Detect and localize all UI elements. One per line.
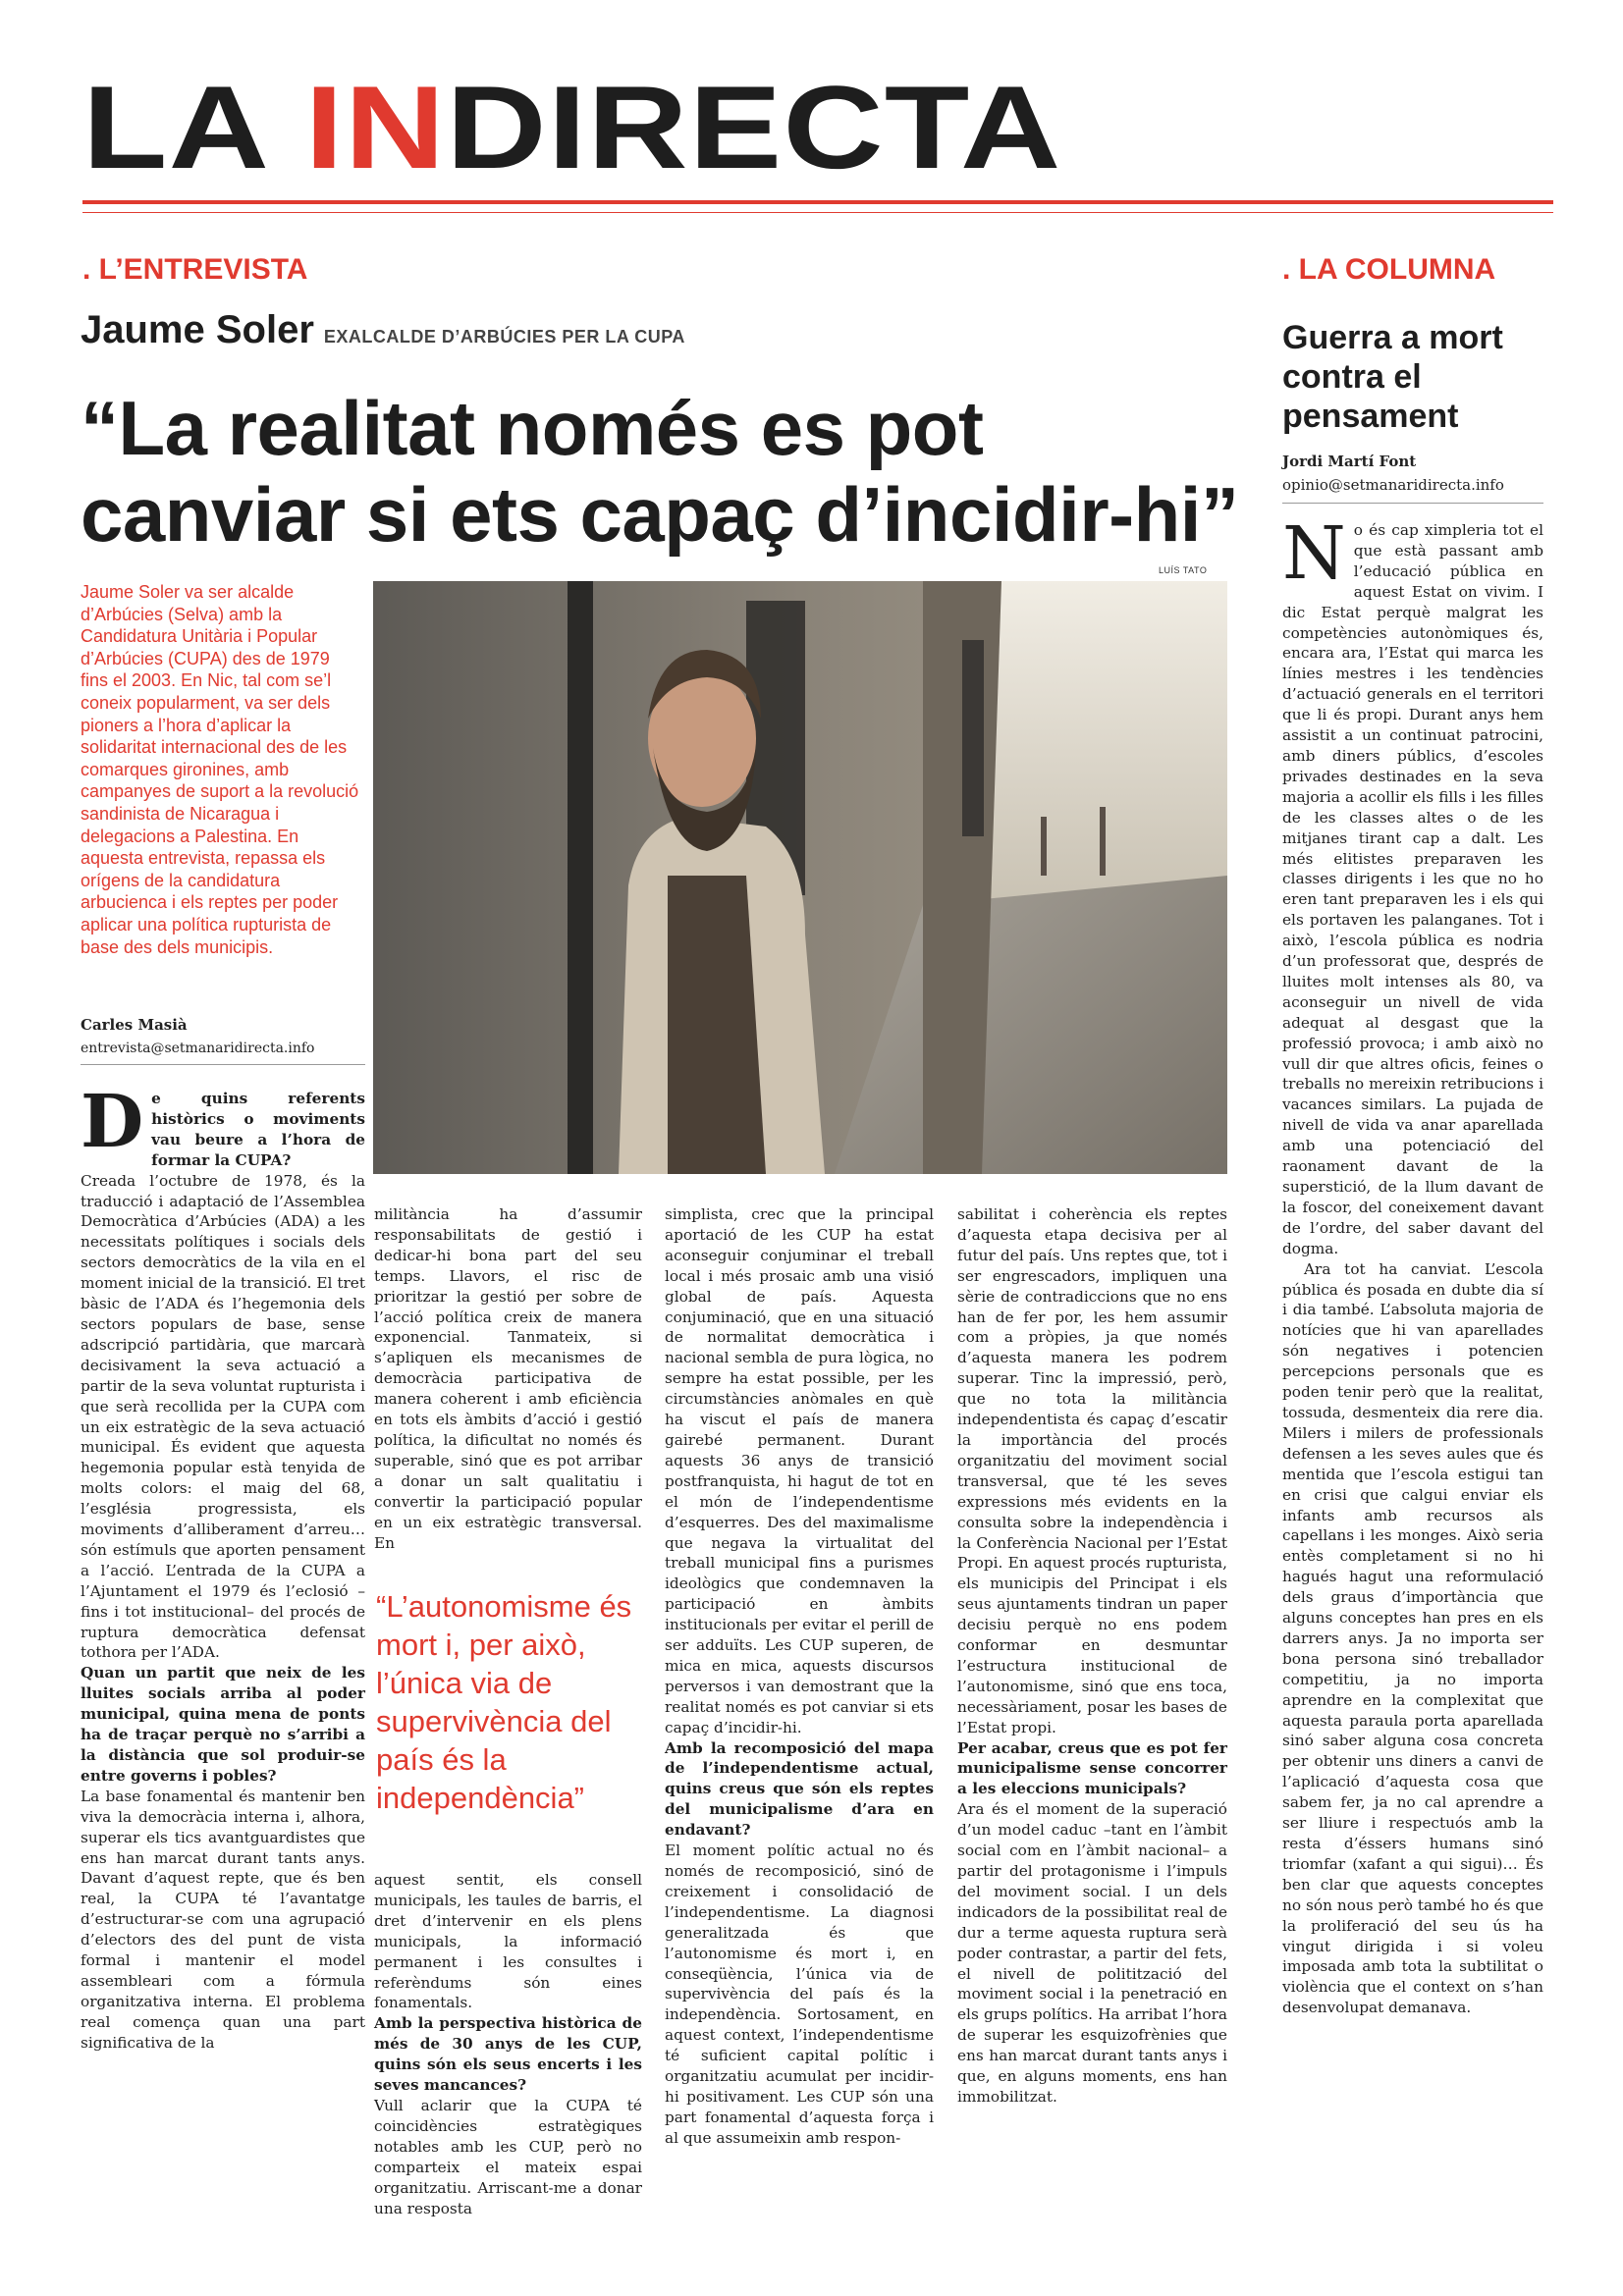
- column-byline: [1282, 450, 1543, 504]
- pull-quote: “L’autonomisme és mort i, per això, l’única via de supervivència del país és la independència”: [376, 1589, 632, 1815]
- question-4: Amb la recomposició del mapa de l’independentisme actual, quins creus que són els reptes del municipalisme d’ara en endavant?: [665, 1738, 934, 1840]
- interview-dropcap: D: [81, 1080, 144, 1164]
- answer-3-continued: simplista, crec que la principal aportació de les CUP ha estat aconseguir conjuminar el treball local i més prosaic amb una visió global de país. Aquesta conjuminació, que en una situació de normalitat democràtica i nacional sembla de pura lògica, no sempre ha estat possible, per les circumstàncies anòmales en què ha viscut el país de manera gairebé permanent. Durant aquests 36 anys de transició postfranquista, hi hagut de tot en el món de l’independentisme d’esquerres. Des del maximalisme que negava la virtualitat del treball municipal fins a purismes ideològics que condemnaven la participació en àmbits institucionals per evitar el perill de ser adduïts. Les CUP superen, de mica en mica, aquests discursos perversos i van demostrant que la realitat només es pot canviar si ets capaç d’incidir-hi.: [665, 1205, 934, 1736]
- interview-column-3: [665, 1204, 934, 2149]
- interview-column-4: [957, 1204, 1227, 2108]
- headline-line-1: “La realitat només es pot: [81, 385, 984, 471]
- headline: [81, 385, 1238, 558]
- masthead-rule-thin: [82, 212, 1553, 213]
- interview-column-1: [81, 1080, 365, 2054]
- section-label-interview: . L’ENTREVISTA: [82, 253, 308, 286]
- answer-4-continued: sabilitat i coherència els reptes d’aquesta etapa decisiva per al futur del país. Uns reptes que, tot i ser engrescadors, impliquen una sèrie de contradiccions que no ens han de fer por, les hem assumir com a pròpies, ja que només d’aquesta manera les podrem superar. Tinc la impressió, però, que no tota la militància independentista és capaç d’escatir la importància del procés organitzatiu del moviment social transversal, que té les seves expressions més evidents en la consulta sobre la independència i la Conferència Nacional per l’Estat Propi. En aquest procés rupturista, els municipis del Principat i els seus ajuntaments tindran un paper decisiu perquè no ens podem conformar en desmuntar l’estructura institucional de l’autonomisme, sinó que ens toca, necessàriament, posar les bases de l’Estat propi.: [957, 1205, 1227, 1736]
- column-body: [1282, 511, 1543, 2018]
- headline-line-2: canviar si ets capaç d’incidir-hi”: [81, 471, 1239, 558]
- interviewee-name: [81, 308, 685, 352]
- section-label-column: . LA COLUMNA: [1282, 253, 1496, 286]
- answer-2: La base fonamental és mantenir ben viva la democràcia interna i, alhora, superar els tics avantguardistes que ens han marcat durant tants anys. Davant d’aquest repte, que és ben real, la CUPA té l’avantatge d’estructurar-se com una agrupació d’electors des del punt de vista formal i mantenir el model assembleari com a fórmula organitzativa interna. El problema real comença quan una part significativa de la: [81, 1787, 365, 2052]
- interview-byline: [81, 1013, 365, 1065]
- interview-column-2-top: [374, 1204, 642, 1553]
- masthead-pre: LA: [82, 62, 305, 193]
- answer-1: Creada l’octubre de 1978, és la traducció i adaptació de l’Assemblea Democràtica d’Arbúcies (ADA) a les necessitats polítiques i socials dels sectors democràtics de la vila en el moment inicial de la transició. El tret bàsic de l’ADA és l’hegemonia dels sectors populars de base, sense adscripció partidària, que marcarà decisivament la seva actuació a partir de la seva voluntat rupturista i que serà recollida per la CUPA com un eix estratègic de la seva actuació municipal. És evident que aquesta hegemonia popular està tenyida de molts colors: el maig del 68, l’església progressista, els moviments d’alliberament d’arreu… són estímuls que aporten pensament a l’acció. L’entrada de la CUPA a l’Ajuntament el 1979 és l’eclosió –fins i tot institucional– del procés de ruptura democràtica defensat tothora per l’ADA.: [81, 1171, 365, 1662]
- interviewee-role: EXALCALDE D’ARBÚCIES PER LA CUPA: [323, 327, 685, 347]
- photo-credit: LUÍS TATO: [1159, 565, 1208, 575]
- column-title: Guerra a mort contra el pensament: [1282, 319, 1503, 435]
- interview-photo: [373, 581, 1227, 1174]
- answer-5: Ara és el moment de la superació d’un model caduc –tant en l’àmbit social com en l’àmbit nacional– a partir del protagonisme i l’impuls del moviment social. I un dels indicadors de la possibilitat real de dur a terme aquesta ruptura serà poder contrastar, a partir del fets, el nivell de politització del moviment social i la penetració en els grups polítics. Ha arribat l’hora de superar les esquizofrènies que ens han marcat durant tants anys i que, en alguns moments, ens han immobilitzat.: [957, 1800, 1227, 2106]
- masthead-rule: [82, 200, 1553, 204]
- answer-2-continued-2: aquest sentit, els consell municipals, les taules de barris, el dret d’intervenir en els plens municipals, la informació permanent i les consultes i referèndums són eines fonamentals.: [374, 1871, 642, 2012]
- answer-3: Vull aclarir que la CUPA té coincidències estratègiques notables amb les CUP, però no comparteix el mateix espai organitzatiu. Arriscant-me a donar una resposta: [374, 2096, 642, 2217]
- column-paragraph-1: o és cap ximpleria tot el que està passant amb l’educació pública en aquest Estat on vivim. I dic Estat perquè malgrat les competències autonòmiques és, encara ara, l’Estat qui marca les línies mestres i les tendències d’actuació generals en el territori que li és propi. Durant anys hem assistit a un continuat patrocini, amb diners públics, d’escoles privades destinades en la seva majoria a acollir els fills i les filles de les classes altes o de les mitjanes tirant cap a dalt. Les més elitistes preparaven les classes dirigents i les que no ho eren tant preparaven les i els qui els portaven les palanganes. Tot i això, l’escola pública es nodria d’un professorat que, després de lluites molt intenses als 80, va aconseguir un nivell de vida adequat al desgast que la professió provoca; i amb això no vull dir que altres oficis, feines o treballs no mereixin retribucions i vacances similars. La pujada de nivell de vida va anar aparellada amb una potenciació del raonament davant de la superstició, de la llum davant de la foscor, del coneixement davant de l’ordre, del saber davant del dogma.: [1282, 521, 1543, 1257]
- column-dropcap: N: [1282, 511, 1346, 596]
- answer-4: El moment polític actual no és només de recomposició, sinó de creixement i consolidació de l’independentisme. La diagnosi generalitzada és que l’autonomisme és mort i, en conseqüència, l’única via de supervivència del país és la independència. Sortosament, en aquest context, l’independentisme té suficient capital polític i organitzatiu acumulat per incidir-hi positivament. Les CUP són una part fonamental d’aquesta força i al que assumeixin amb respon-: [665, 1842, 934, 2147]
- question-1: e quins referents històrics o moviments vau beure a l’hora de formar la CUPA?: [151, 1090, 365, 1169]
- interview-author-email: entrevista@setmanaridirecta.info: [81, 1037, 365, 1065]
- question-2: Quan un partit que neix de les lluites socials arriba al poder municipal, quina mena de ponts ha de traçar perquè no s’arribi a la distància que sol produir-se entre governs i pobles?: [81, 1664, 365, 1785]
- masthead-logo: [82, 62, 1062, 193]
- masthead-highlight: IN: [304, 62, 447, 193]
- answer-2-continued: militància ha d’assumir responsabilitats de gestió i dedicar-hi bona part del seu temps. Llavors, el risc de prioritzar la gestió per sobre de l’acció política creix de manera exponencial. Tanmateix, si s’apliquen els mecanismes de democràcia participativa de manera coherent i amb eficiència en tots els àmbits d’acció i gestió política, la dificultat no només és superable, sinó que es pot arribar a donar un salt qualitatiu i convertir la participació popular en un eix estratègic transversal. En: [374, 1205, 642, 1552]
- interview-column-2-bottom: [374, 1870, 642, 2218]
- masthead-post: DIRECTA: [446, 62, 1062, 193]
- column-author: Jordi Martí Font: [1282, 453, 1417, 470]
- question-5: Per acabar, creus que es pot fer municipalisme sense concorrer a les eleccions municipals?: [957, 1738, 1227, 1798]
- column-paragraph-2: Ara tot ha canviat. L’escola pública és posada en dubte dia sí i dia també. L’absoluta majoria de notícies que hi van aparellades són negatives i potencien percepcions personals que es poden tenir però que la realitat, tossuda, desmenteix dia rere dia. Milers i milers de professionals defensen a les seves aules que és mentida que l’escola estigui tan en crisi que calgui enviar els infants amb recursos als capellans i les monges. Això seria entès completament si no hi hagués hagut una reformulació dels graus d’importància que alguns conceptes han pres en els darrers anys. Ja no importa ser bona persona sinó treballador competitiu, ja no importa aprendre en la complexitat que aquesta paraula porta aparellada sinó saber alguna cosa concreta per obtenir uns diners a canvi de l’aplicació d’aquesta cosa que sabem fer, ja no cal aprendre a ser lliure i respectuós amb la resta d’éssers humans sinó triomfar (xafant a qui sigui)… És ben clar que aquests conceptes no són nous però també ho és que la proliferació del seu ús ha vingut dirigida i si voleu imposada amb tota la subtilitat o violència que el context on s’han desenvolupat demanava.: [1282, 1259, 1543, 2017]
- interview-author: Carles Masià: [81, 1016, 188, 1034]
- question-3: Amb la perspectiva històrica de més de 30 anys de les CUP, quins són els seus encerts i les seves mancances?: [374, 2014, 642, 2095]
- intro-text: Jaume Soler va ser alcalde d’Arbúcies (Selva) amb la Candidatura Unitària i Popular d’Arbúcies (CUPA) des de 1979 fins el 2003. En Nic, tal com se’l coneix popularment, va ser dels pioners a l’hora d’aplicar la solidaritat internacional des de les comarques gironines, amb campanyes de suport a la revolució sandinista de Nicaragua i delegacions a Palestina. En aquesta entrevista, repassa els orígens de la candidatura arbucienca i els reptes per poder aplicar una política rupturista de base des dels municipis.: [81, 582, 359, 957]
- column-author-email: opinio@setmanaridirecta.info: [1282, 473, 1543, 504]
- interviewee-name-text: Jaume Soler: [81, 308, 314, 351]
